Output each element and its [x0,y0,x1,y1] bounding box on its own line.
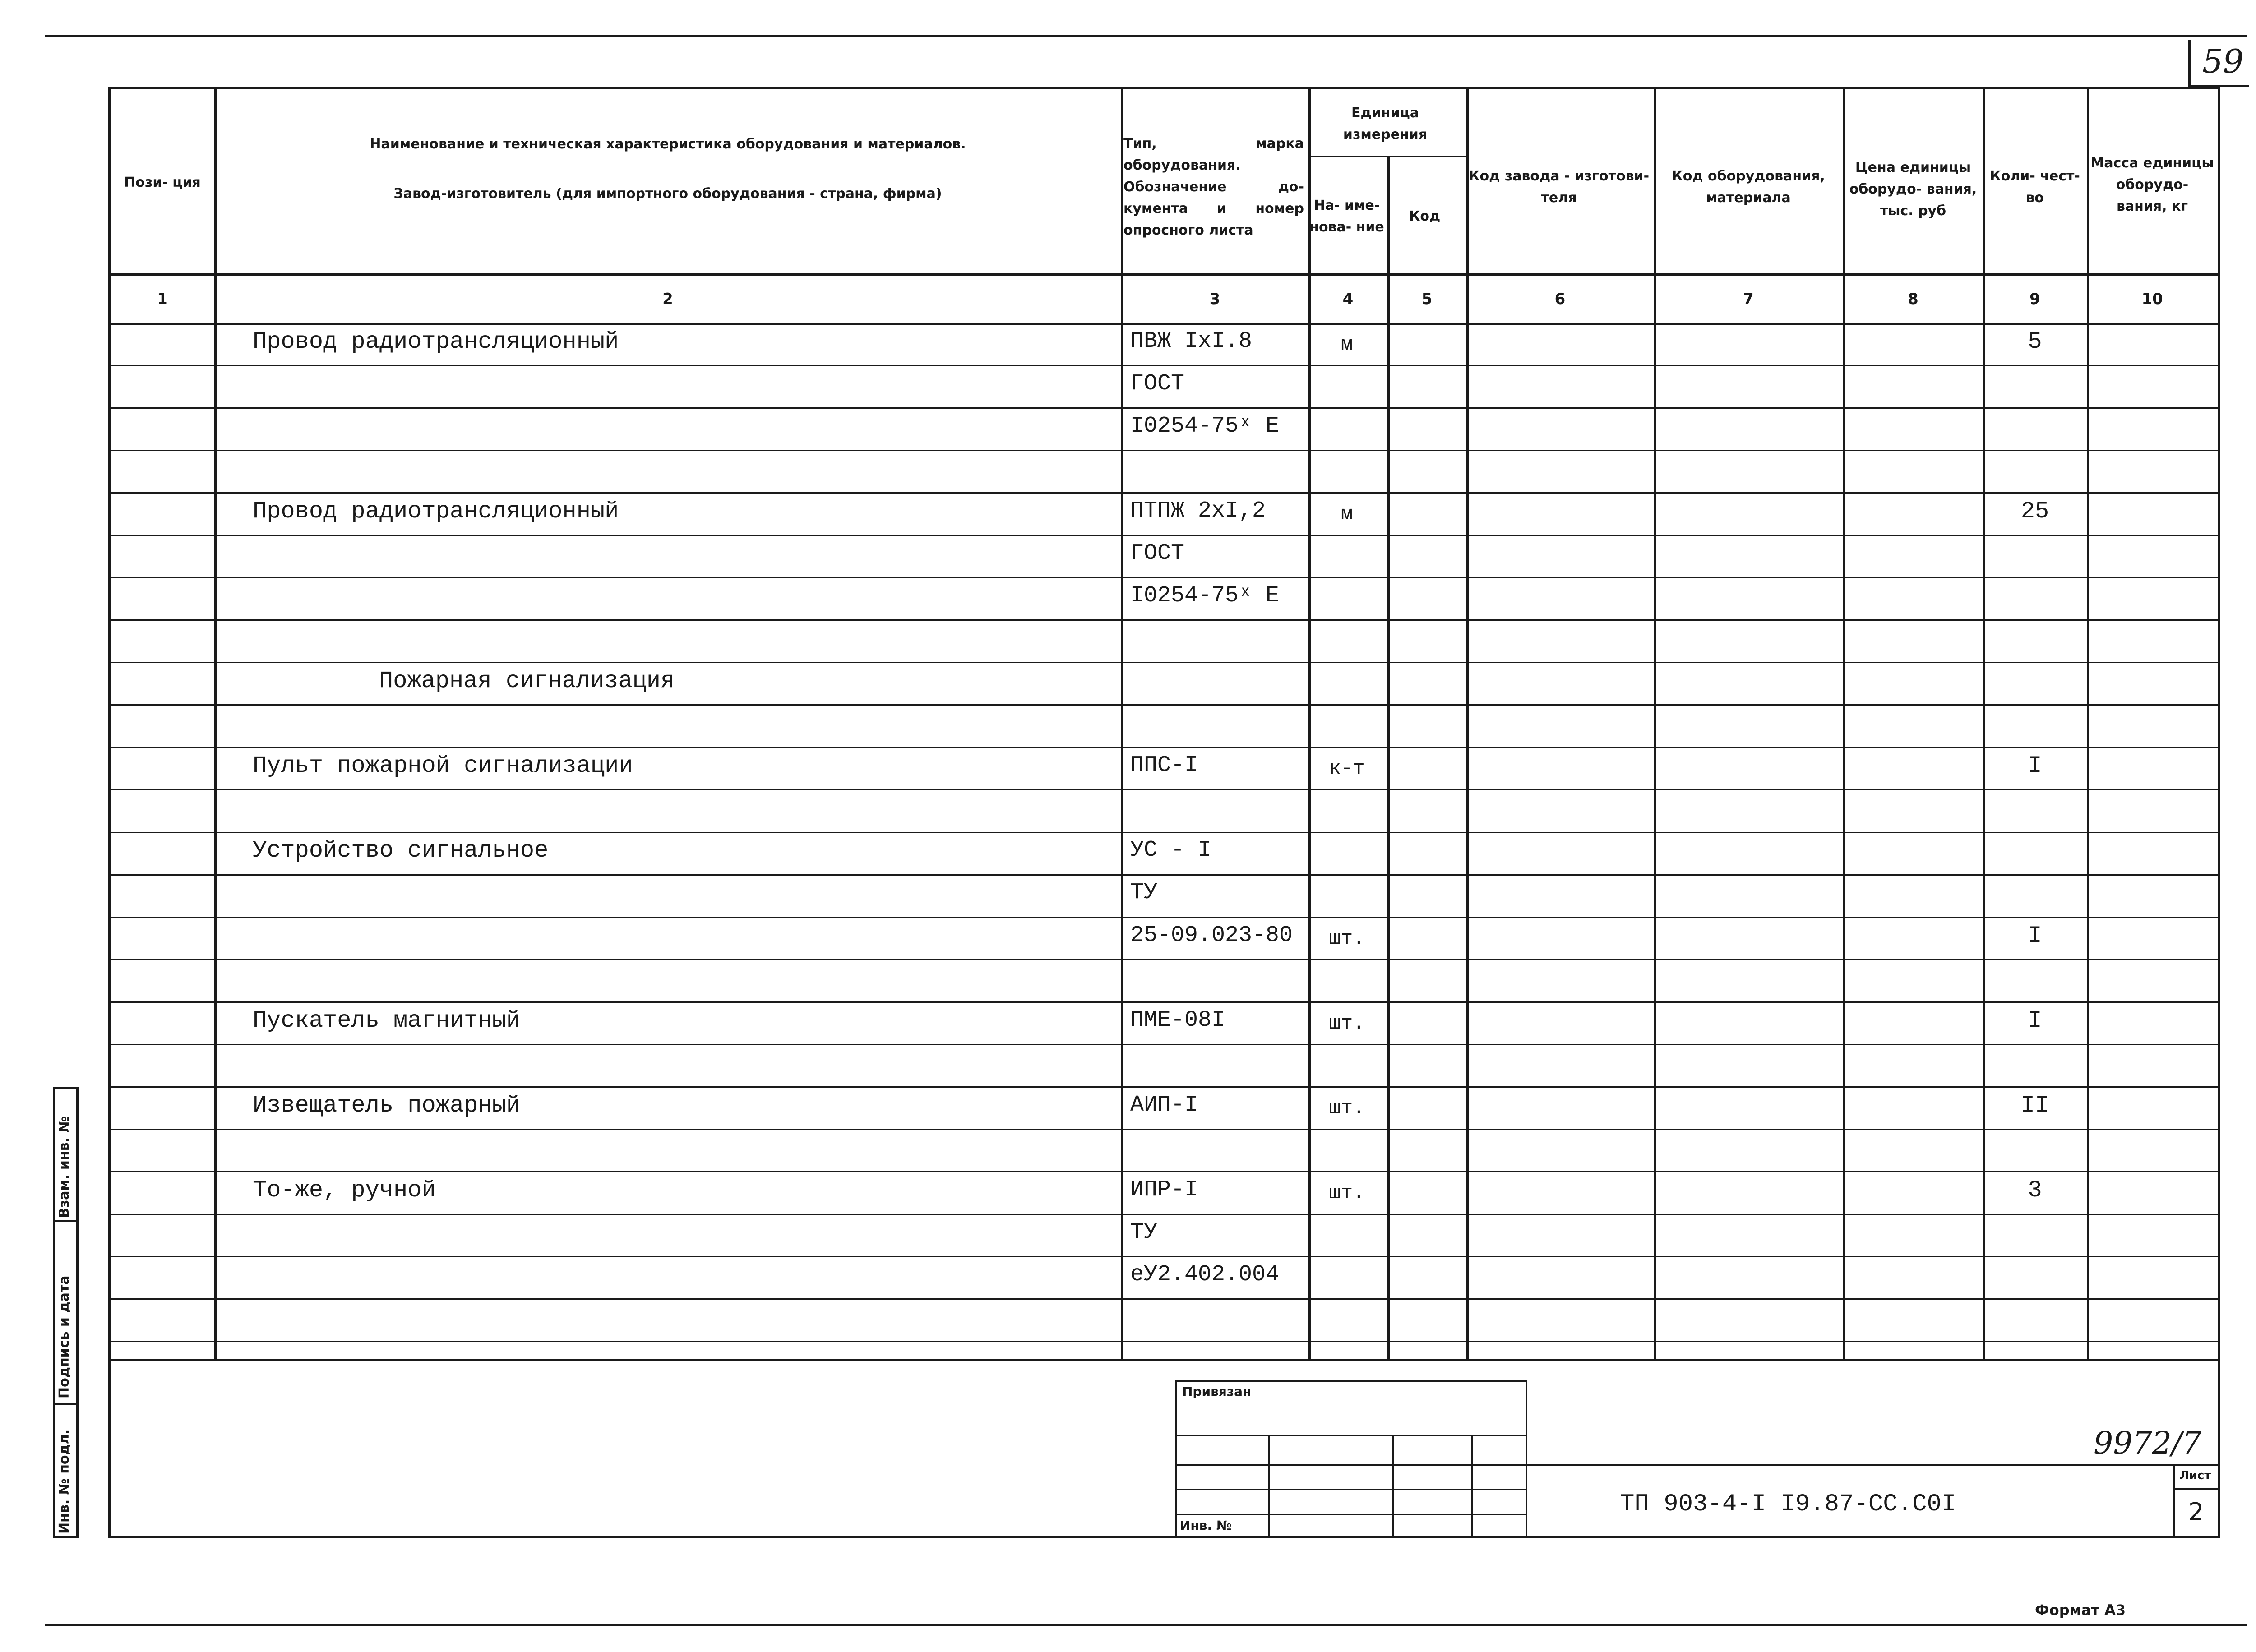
row-separator [111,1341,2220,1342]
row-separator [111,577,2220,578]
header-unit-code: Код [1409,208,1441,224]
column-divider [214,89,217,1359]
column-divider [1121,89,1123,1359]
side-divider-1 [53,1220,79,1222]
column-divider [1843,89,1845,1359]
column-divider [1387,156,1390,1359]
stamp-line-3 [1175,1489,1527,1490]
row-separator [111,1298,2220,1300]
row-separator [111,1129,2220,1130]
row-separator [111,1044,2220,1045]
row-type: ГОСТ [1130,370,1185,397]
header-unit-name: На- име- нова- ние [1309,198,1384,235]
row-name: Провод радиотрансляционный [253,328,619,355]
header-plant-code: Код завода - изготови- теля [1468,168,1650,206]
top-rule [45,35,2247,37]
row-separator [111,789,2220,790]
row-separator [111,492,2220,494]
row-separator [111,365,2220,366]
row-name: Устройство сигнальное [253,837,549,864]
row-name: То-же, ручной [253,1177,436,1204]
header-bottom-line [111,273,2220,276]
row-separator [111,1086,2220,1088]
row-quantity: I [2028,1007,2042,1034]
row-unit: шт. [1329,1097,1365,1120]
row-unit: шт. [1329,927,1365,950]
sheet-number: 2 [2188,1498,2204,1526]
stamp-line-4 [1175,1514,1527,1515]
side-divider-2 [53,1403,79,1405]
row-unit: к-т [1329,757,1365,780]
column-divider [2087,89,2089,1359]
column-number: 1 [157,290,168,308]
header-name-line2: Завод-изготовитель (для импортного оборудования - страна, фирма) [393,186,942,202]
row-type: I0254-75ˣ Е [1130,583,1280,609]
side-label-signature-date: Подпись и дата [56,1275,72,1398]
header-price: Цена единицы оборудо- вания, тыс. руб [1849,160,1977,219]
document-code: ТП 903-4-I I9.87-СС.С0I [1620,1490,1956,1518]
row-separator [111,535,2220,536]
stamp-line-1 [1175,1435,1527,1436]
stamp-vline-2 [1392,1435,1394,1538]
row-type: АИП-I [1130,1092,1198,1118]
column-number: 8 [1908,290,1919,308]
row-separator [111,450,2220,451]
row-separator [111,1256,2220,1257]
privyazan-label: Привязан [1182,1384,1252,1399]
row-name: Провод радиотрансляционный [253,498,619,525]
stamp-vline-3 [1471,1435,1473,1538]
row-separator [111,1001,2220,1003]
sheet-box-divider [2173,1488,2220,1490]
row-separator [111,1214,2220,1215]
row-name: Пускатель магнитный [253,1007,520,1034]
column-number: 3 [1209,290,1220,308]
header-unit-group: Единица измерения [1343,105,1428,143]
column-divider [1466,89,1469,1359]
row-type: I0254-75ˣ Е [1130,413,1280,439]
row-type: еУ2.402.004 [1130,1261,1280,1287]
row-name: Пульт пожарной сигнализации [253,752,633,780]
row-unit: м [1341,333,1353,356]
row-unit: шт. [1329,1012,1365,1035]
row-unit: м [1341,503,1353,526]
row-name: Извещатель пожарный [253,1092,520,1119]
row-separator [111,959,2220,960]
inv-no-label: Инв. № [1180,1518,1232,1533]
row-type: ТУ [1130,1219,1158,1245]
row-quantity: I [2028,922,2042,949]
side-label-replacement-inv: Взам. инв. № [56,1116,72,1218]
page-number-box [2188,40,2249,87]
row-quantity: 25 [2020,498,2049,525]
row-type: ПМЕ-08I [1130,1007,1225,1033]
column-number: 10 [2141,290,2163,308]
row-separator [111,619,2220,621]
row-separator [111,704,2220,706]
row-separator [111,832,2220,833]
format-label: Формат А3 [2035,1601,2126,1619]
row-type: УС - I [1130,837,1212,863]
row-type: ПВЖ IxI.8 [1130,328,1253,354]
row-type: ППС-I [1130,752,1198,779]
row-separator [111,407,2220,409]
column-divider [1654,89,1656,1359]
row-quantity: II [2020,1092,2049,1119]
sheet-label: Лист [2179,1469,2211,1482]
column-number: 9 [2029,290,2040,308]
title-block-top [1527,1464,2220,1466]
stamp-top-line [111,1359,2220,1361]
header-equipment-code: Код оборудования, материала [1672,168,1825,206]
unit-group-divider [1308,156,1466,157]
column-divider [1308,89,1311,1359]
row-quantity: 5 [2028,328,2042,355]
header-mass: Масса единицы оборудо- вания, кг [2090,155,2214,214]
row-type: 25-09.023-80 [1130,922,1293,948]
row-unit: шт. [1329,1181,1365,1204]
row-separator [111,662,2220,663]
page-number: 59 [2202,42,2244,80]
column-number: 4 [1342,290,1354,308]
row-type: ПТПЖ 2xI,2 [1130,498,1266,524]
row-type: ГОСТ [1130,540,1185,567]
column-divider [1983,89,1985,1359]
row-separator [111,747,2220,748]
row-quantity: 3 [2028,1177,2042,1204]
column-number: 5 [1421,290,1433,308]
row-separator [111,917,2220,918]
bottom-rule [45,1624,2247,1626]
row-separator [111,874,2220,876]
column-numbers-bottom-line [111,323,2220,325]
row-type: ИПР-I [1130,1177,1198,1203]
stamp-line-2 [1175,1464,1527,1466]
handwritten-number: 9972/7 [2094,1426,2202,1461]
header-name-line1: Наименование и техническая характеристика оборудования и материалов. [370,136,966,152]
header-position: Пози- ция [124,175,201,190]
column-number: 7 [1743,290,1754,308]
header-quantity: Коли- чест- во [1990,168,2080,206]
column-number: 6 [1554,290,1566,308]
stamp-vline-1 [1268,1435,1270,1538]
row-separator [111,1171,2220,1172]
row-type: ТУ [1130,880,1158,906]
row-name: Пожарная сигнализация [379,668,675,695]
column-number: 2 [662,290,673,308]
header-type: Тип, марка оборудования. Обозначение до- кумента и номер опросного листа [1123,136,1304,238]
side-label-inv-original: Инв. № подл. [56,1429,72,1534]
row-quantity: I [2028,752,2042,780]
